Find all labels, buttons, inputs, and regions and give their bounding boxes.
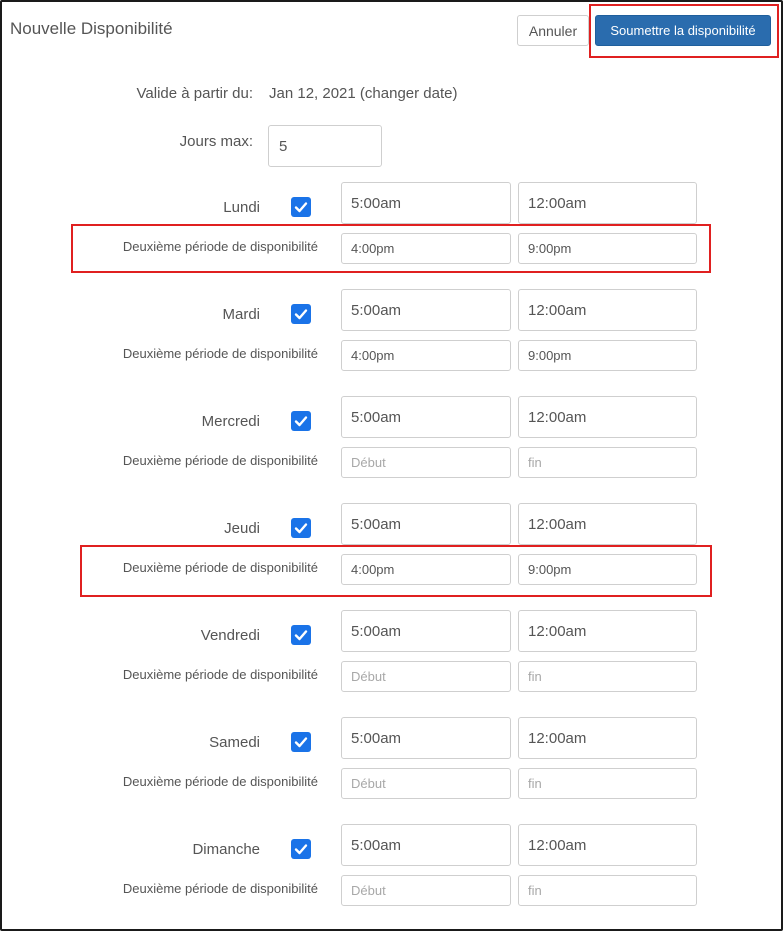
end-time-input[interactable] — [518, 396, 697, 438]
end-time-input[interactable] — [518, 182, 697, 224]
end-time-input[interactable] — [518, 717, 697, 759]
checkmark-icon — [293, 520, 309, 536]
second-start-time-input[interactable] — [341, 661, 511, 692]
second-period-label: Deuxième période de disponibilité — [122, 453, 318, 468]
day-enabled-checkbox[interactable] — [291, 839, 311, 859]
day-enabled-checkbox[interactable] — [291, 625, 311, 645]
end-time-input[interactable] — [518, 503, 697, 545]
second-start-time-input[interactable] — [341, 554, 511, 585]
second-start-time-input[interactable] — [341, 875, 511, 906]
valid-from-label: Valide à partir du: — [136, 85, 253, 102]
valid-from-date: Jan 12, 2021 — [269, 85, 356, 102]
end-time-input[interactable] — [518, 289, 697, 331]
change-date-link[interactable]: (changer date) — [359, 85, 458, 102]
checkmark-icon — [293, 199, 309, 215]
second-end-time-input[interactable] — [518, 768, 697, 799]
checkmark-icon — [293, 627, 309, 643]
second-end-time-input[interactable] — [518, 447, 697, 478]
end-time-input[interactable] — [518, 610, 697, 652]
second-start-time-input[interactable] — [341, 233, 511, 264]
second-end-time-input[interactable] — [518, 875, 697, 906]
cancel-button[interactable]: Annuler — [517, 15, 589, 46]
day-enabled-checkbox[interactable] — [291, 304, 311, 324]
second-start-time-input[interactable] — [341, 768, 511, 799]
second-period-label: Deuxième période de disponibilité — [122, 774, 318, 789]
checkmark-icon — [293, 734, 309, 750]
start-time-input[interactable] — [341, 289, 511, 331]
max-days-label: Jours max: — [179, 133, 253, 150]
second-end-time-input[interactable] — [518, 661, 697, 692]
day-label: Vendredi — [200, 627, 260, 644]
day-enabled-checkbox[interactable] — [291, 732, 311, 752]
max-days-input[interactable] — [268, 125, 382, 167]
second-end-time-input[interactable] — [518, 554, 697, 585]
second-end-time-input[interactable] — [518, 340, 697, 371]
checkmark-icon — [293, 306, 309, 322]
start-time-input[interactable] — [341, 717, 511, 759]
day-label: Dimanche — [192, 841, 260, 858]
day-enabled-checkbox[interactable] — [291, 197, 311, 217]
second-start-time-input[interactable] — [341, 340, 511, 371]
valid-from-value — [269, 85, 457, 102]
submit-availability-button[interactable]: Soumettre la disponibilité — [595, 15, 771, 46]
day-label: Lundi — [223, 199, 260, 216]
day-label: Mercredi — [201, 413, 260, 430]
second-period-label: Deuxième période de disponibilité — [122, 881, 318, 896]
day-enabled-checkbox[interactable] — [291, 518, 311, 538]
start-time-input[interactable] — [341, 824, 511, 866]
start-time-input[interactable] — [341, 396, 511, 438]
end-time-input[interactable] — [518, 824, 697, 866]
second-end-time-input[interactable] — [518, 233, 697, 264]
start-time-input[interactable] — [341, 503, 511, 545]
page-title: Nouvelle Disponibilité — [10, 19, 173, 38]
second-period-label: Deuxième période de disponibilité — [122, 239, 318, 254]
day-label: Samedi — [209, 734, 260, 751]
checkmark-icon — [293, 841, 309, 857]
day-label: Jeudi — [224, 520, 260, 537]
start-time-input[interactable] — [341, 610, 511, 652]
second-start-time-input[interactable] — [341, 447, 511, 478]
checkmark-icon — [293, 413, 309, 429]
second-period-label: Deuxième période de disponibilité — [122, 560, 318, 575]
second-period-label: Deuxième période de disponibilité — [122, 667, 318, 682]
start-time-input[interactable] — [341, 182, 511, 224]
day-enabled-checkbox[interactable] — [291, 411, 311, 431]
day-label: Mardi — [222, 306, 260, 323]
second-period-label: Deuxième période de disponibilité — [122, 346, 318, 361]
